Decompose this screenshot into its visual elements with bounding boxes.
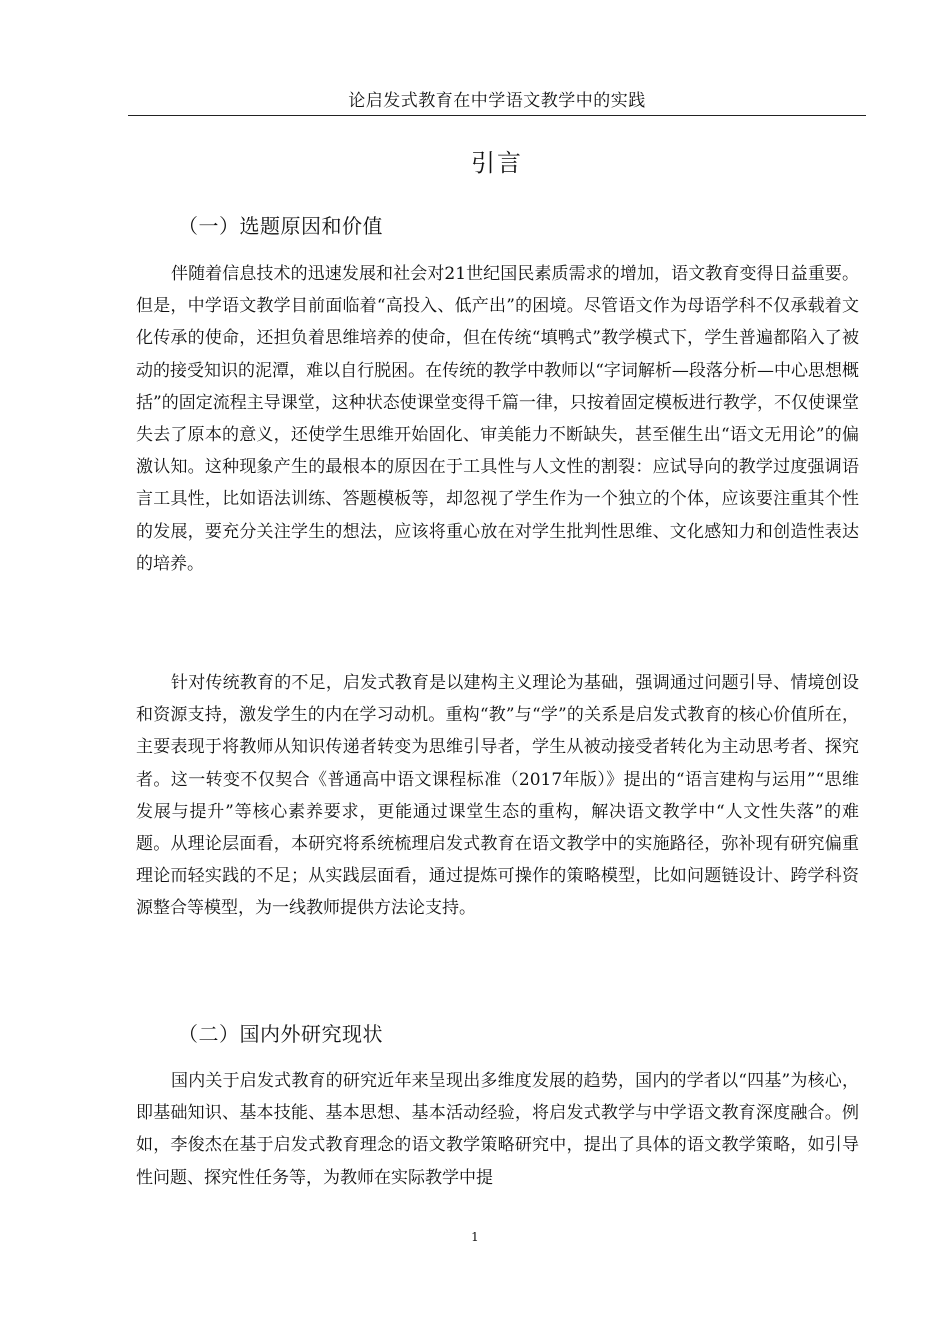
header-divider xyxy=(128,115,866,116)
page-number: 1 xyxy=(471,1230,479,1244)
section-heading: （二）国内外研究现状 xyxy=(178,1022,383,1046)
chapter-title: 引言 xyxy=(471,149,523,177)
body-paragraph: 伴随着信息技术的迅速发展和社会对21世纪国民素质需求的增加，语文教育变得日益重要。但是，中学语文教学目前面临着“高投入、低产出”的困境。尽管语文作为母语学科不仅承载着文化传承的使命，还担负着思维培养的使命，但在传统“填鸭式”教学模式下，学生普遍都陷入了被动的接受知识的泥潭，难以自行脱困。在传统的教学中教师以“字词解析—段落分析—中心思想概括”的固定流程主导课堂，这种状态使课堂变得千篇一律，只按着固定模板进行教学，不仅使课堂失去了原本的意义，还使学生思维开始固化、审美能力不断缺失，甚至催生出“语文无用论”的偏激认知。这种现象产生的最根本的原因在于工具性与人文性的割裂：应试导向的教学过度强调语言工具性，比如语法训练、答题模板等，却忽视了学生作为一个独立的个体，应该要注重其个性的发展，要充分关注学生的想法，应该将重心放在对学生批判性思维、文化感知力和创造性表达的培养。 xyxy=(136,264,859,574)
body-paragraph: 针对传统教育的不足，启发式教育是以建构主义理论为基础，强调通过问题引导、情境创设和资源支持，激发学生的内在学习动机。重构“教”与“学”的关系是启发式教育的核心价值所在，主要表现于将教师从知识传递者转变为思维引导者，学生从被动接受者转化为主动思考者、探究者。这一转变不仅契合《普通高中语文课程标准（2017年版）》提出的“语言建构与运用”“思维发展与提升”等核心素养要求，更能通过课堂生态的重构，解决语文教学中“人文性失落”的难题。从理论层面看，本研究将系统梳理启发式教育在语文教学中的实施路径，弥补现有研究偏重理论而轻实践的不足；从实践层面看，通过提炼可操作的策略模型，比如问题链设计、跨学科资源整合等模型，为一线教师提供方法论支持。 xyxy=(136,673,859,919)
body-paragraph: 国内关于启发式教育的研究近年来呈现出多维度发展的趋势，国内的学者以“四基”为核心，即基础知识、基本技能、基本思想、基本活动经验，将启发式教学与中学语文教育深度融合。例如，李俊杰在基于启发式教育理念的语文教学策略研究中，提出了具体的语文教学策略，如引导性问题、探究性任务等，为教师在实际教学中提 xyxy=(136,1071,859,1188)
running-header: 论启发式教育在中学语文教学中的实践 xyxy=(348,91,646,111)
section-heading: （一）选题原因和价值 xyxy=(178,214,383,238)
